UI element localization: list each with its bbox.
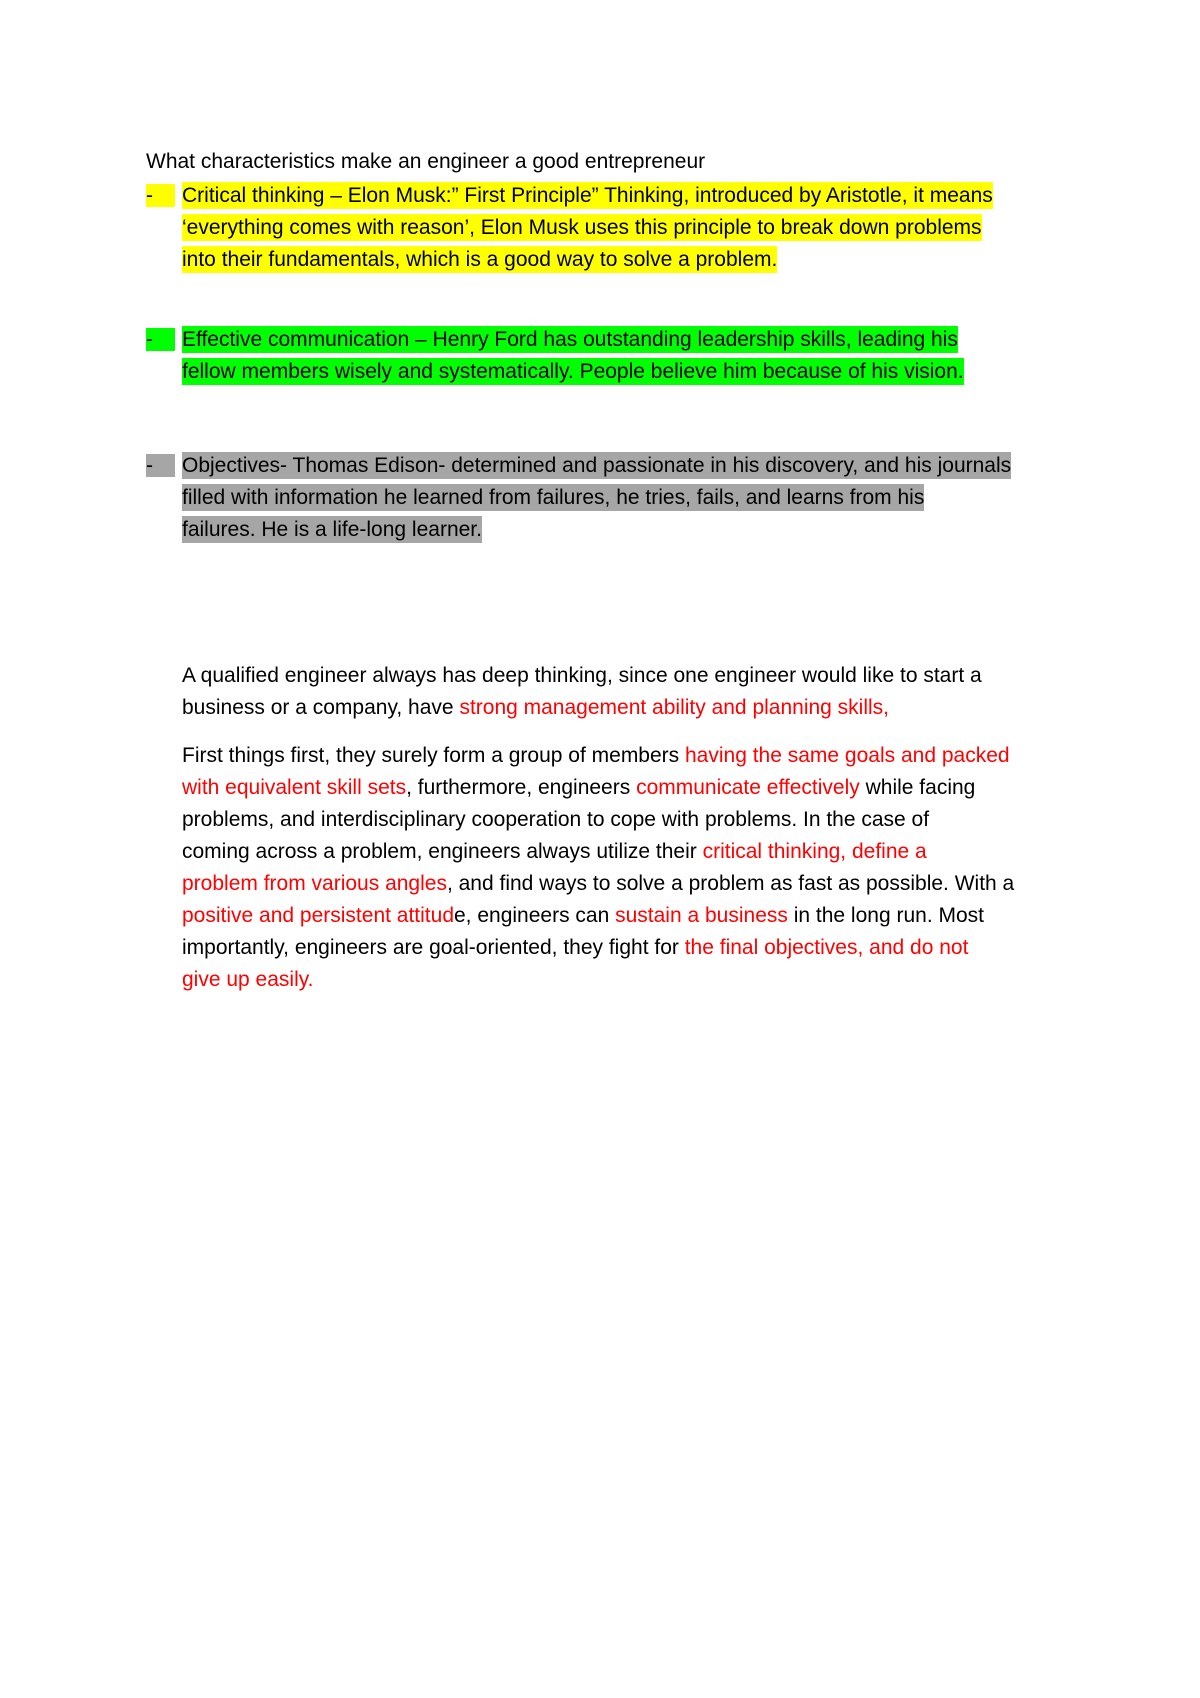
- paragraph-line: First things first, they surely form a group of members having the same goals and packed: [182, 744, 1010, 767]
- emphasis-text: strong management ability and planning skills,: [459, 696, 890, 719]
- emphasis-text: sustain a business: [615, 904, 788, 927]
- bullet-line: ‘everything comes with reason’, Elon Musk uses this principle to break down problems: [182, 216, 982, 239]
- paragraph-line: positive and persistent attitude, engineers can sustain a business in the long run. Most: [182, 904, 984, 927]
- emphasis-text: positive and persistent attitud: [182, 904, 454, 927]
- emphasis-text: communicate effectively: [636, 776, 860, 799]
- emphasis-text: the final objectives, and do not: [684, 936, 969, 959]
- bullet-dash: -: [146, 450, 182, 482]
- bullet-line: failures. He is a life-long learner.: [182, 518, 482, 541]
- emphasis-text: problem from various angles: [182, 872, 447, 895]
- page-title: What characteristics make an engineer a good entrepreneur: [146, 150, 706, 173]
- bullet-line: Objectives- Thomas Edison- determined and passionate in his discovery, and his journals: [182, 454, 1012, 477]
- bullet-text: [182, 180, 1066, 276]
- emphasis-text: having the same goals and packed: [685, 744, 1010, 767]
- paragraph-line: coming across a problem, engineers always utilize their critical thinking, define a: [182, 840, 927, 863]
- paragraph-line: importantly, engineers are goal-oriented, they fight for the final objectives, and do not: [182, 936, 969, 959]
- bullet-text: [182, 450, 1066, 546]
- bullet-line: filled with information he learned from failures, he tries, fails, and learns from his: [182, 486, 925, 509]
- emphasis-text: critical thinking, define a: [702, 840, 927, 863]
- bullet-line: Effective communication – Henry Ford has outstanding leadership skills, leading his: [182, 328, 958, 351]
- paragraph-line: with equivalent skill sets, furthermore, engineers communicate effectively while facing: [182, 776, 976, 799]
- bullet-line: Critical thinking – Elon Musk:” First Principle” Thinking, introduced by Aristotle, it means: [182, 184, 993, 207]
- paragraph-line: [182, 964, 1062, 996]
- paragraph-line: problem from various angles, and find ways to solve a problem as fast as possible. With a: [182, 872, 1015, 895]
- bullet-dash: -: [146, 324, 182, 356]
- paragraph-line: problems, and interdisciplinary cooperation to cope with problems. In the case of: [182, 808, 930, 831]
- paragraph-intro: [182, 660, 1062, 724]
- bullet-text: [182, 324, 1066, 388]
- bullet-line: fellow members wisely and systematically. People believe him because of his vision.: [182, 360, 964, 383]
- paragraph-line: business or a company, have strong management ability and planning skills,: [182, 696, 890, 719]
- paragraph-line: A qualified engineer always has deep thinking, since one engineer would like to start a: [182, 664, 982, 687]
- emphasis-text: give up easily.: [182, 968, 314, 991]
- bullet-line: into their fundamentals, which is a good way to solve a problem.: [182, 248, 778, 271]
- bullet-dash: -: [146, 180, 182, 212]
- emphasis-text: with equivalent skill sets: [182, 776, 407, 799]
- paragraph-body: [182, 740, 1062, 996]
